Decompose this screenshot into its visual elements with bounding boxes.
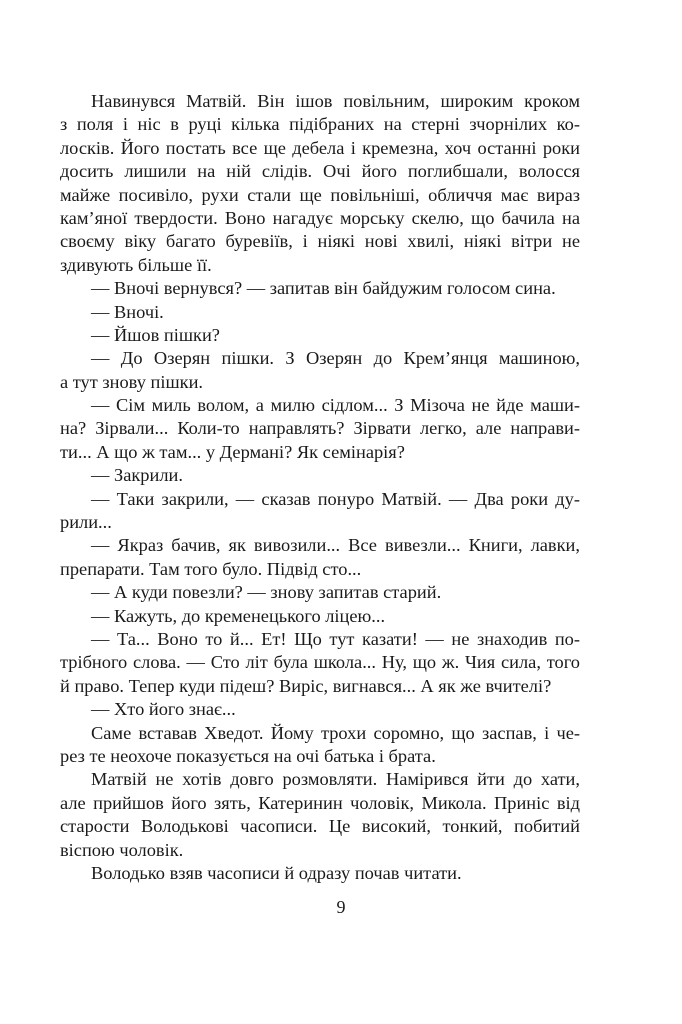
text-line: Матвій не хотів довго розмовляти. Намірився йти до хати, [91, 769, 580, 790]
text-line: віспою чоловік. [60, 839, 184, 860]
text-line: — Якраз бачив, як вивозили... Все вивезли... Книги, лавки, [91, 535, 580, 556]
text-line: — Таки закрили, — сказав понуро Матвій. — Два роки ду- [91, 488, 580, 509]
text-line: й право. Тепер куди підеш? Виріс, вигнався... А як же вчителі? [60, 675, 552, 696]
text-line: майже посивіло, рухи стали ще повільніші, обличчя має вираз [60, 184, 580, 205]
text-line: але прийшов його зять, Катеринин чоловік, Микола. Приніс від [60, 792, 580, 813]
text-line: ти... А що ж там... у Дермані? Як семінарія? [60, 441, 405, 462]
text-line: — Вночі вернувся? — запитав він байдужим голосом сина. [91, 278, 556, 299]
text-line: кам’яної твердости. Воно нагадує морську скелю, що бачила на [60, 207, 580, 228]
text-line: препарати. Там того було. Підвід сто... [60, 558, 362, 579]
text-line: — Вночі. [91, 301, 164, 322]
text-line: досить лишили на ній слідів. Очі його поглибшали, волосся [60, 161, 580, 182]
text-line: з поля і ніс в руці кілька підібраних на стерні зчорнілих ко- [60, 114, 580, 135]
page-number: 9 [336, 897, 346, 917]
text-line: на? Зірвали... Коли-то направлять? Зірвати легко, але направи- [60, 418, 580, 439]
text-line: трібного слова. — Сто літ була школа... Ну, що ж. Чия сила, того [60, 652, 580, 673]
text-line: — Хто його знає... [91, 699, 236, 720]
text-line: — Йшов пішки? [91, 324, 220, 345]
text-line: Навинувся Матвій. Він ішов повільним, широким кроком [91, 91, 580, 111]
text-line: — А куди повезли? — знову запитав старий. [91, 582, 442, 603]
text-line: своєму віку багато буревіїв, і ніякі нові хвилі, ніякі вітри не [60, 231, 580, 252]
text-line: — Кажуть, до кременецького ліцею... [91, 605, 386, 626]
body-text [60, 90, 580, 885]
text-line: Володько взяв часописи й одразу почав читати. [91, 862, 462, 883]
text-line: старости Володькові часописи. Це високий, тонкий, побитий [60, 816, 580, 837]
text-line: — Закрили. [91, 465, 183, 486]
text-line: а тут знову пішки. [60, 371, 204, 392]
text-line: — Та... Воно то й... Ет! Що тут казати! — не знаходив по- [91, 628, 580, 649]
text-line: рез те неохоче показується на очі батька і брата. [60, 745, 436, 766]
text-line: Саме вставав Хведот. Йому трохи соромно, що заспав, і че- [91, 722, 580, 743]
text-line: — До Озерян пішки. З Озерян до Крем’янця машиною, [91, 348, 580, 369]
text-line: лосків. Його постать все ще дебела і кремезна, хоч останні роки [60, 137, 580, 158]
text-line: — Сім миль волом, а милю сідлом... З Мізоча не йде маши- [91, 395, 580, 416]
text-line: здивують більше її. [60, 254, 212, 275]
text-line: рили... [60, 512, 112, 533]
